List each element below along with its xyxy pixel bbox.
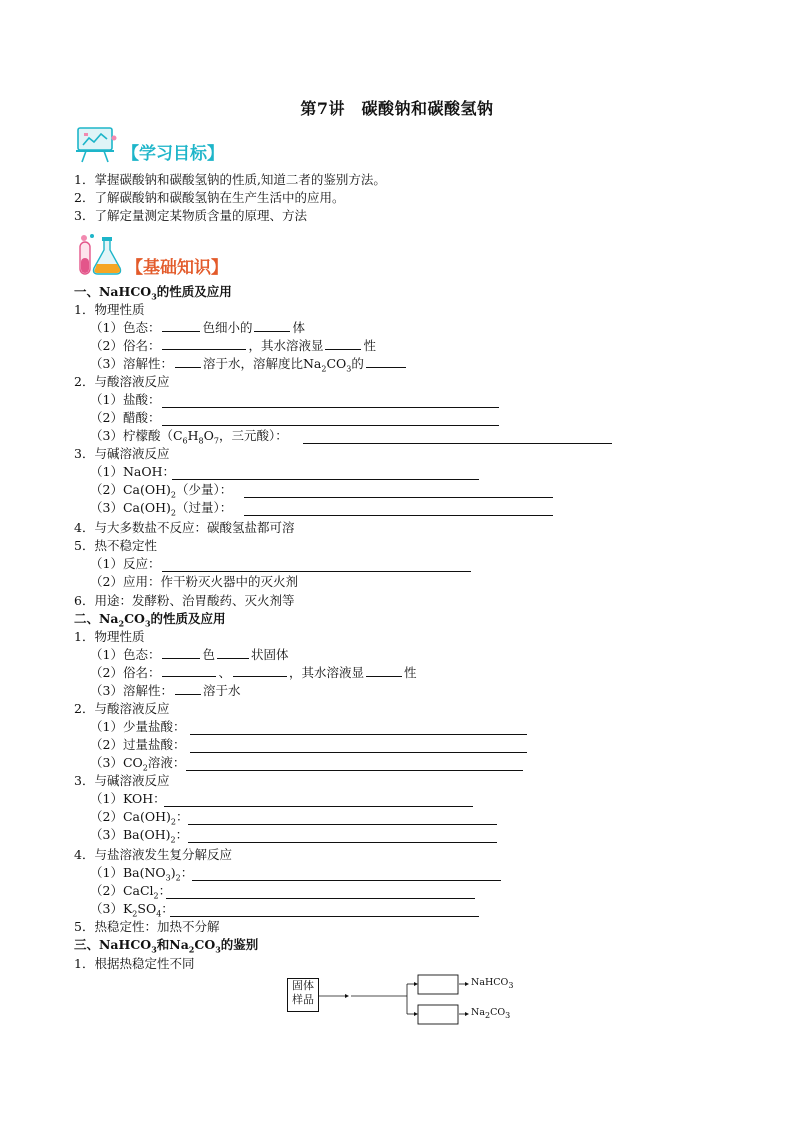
part1-caoh-few: $(2)Ca(OH)_2$（少量）： bbox=[90, 482, 233, 500]
part2-salt: 4．与盐溶液发生复分解反应 bbox=[74, 847, 232, 862]
answer-line[interactable] bbox=[162, 406, 499, 408]
part1-heat: 5．热不稳定性 bbox=[74, 538, 157, 553]
part1-naoh: （1）NaOH： bbox=[90, 464, 175, 479]
basic-section-header bbox=[74, 232, 374, 280]
answer-line[interactable] bbox=[188, 823, 497, 825]
part1-caoh-excess: $(3)Ca(OH)_2$（过量）： bbox=[90, 500, 233, 518]
identification-flow-diagram bbox=[287, 974, 527, 1030]
na2co3-label: $Na_2CO_3$ bbox=[471, 1007, 511, 1020]
part2-caoh: $(2)Ca(OH)_2$： bbox=[90, 809, 189, 827]
part1-application: （2）应用：作干粉灭火器中的灭火剂 bbox=[90, 574, 298, 589]
part1-solubility: （3）溶解性： 溶于水，溶解度比$Na_2CO_3$的 bbox=[90, 355, 408, 378]
part2-co2: $(3)CO_2$溶液： bbox=[90, 755, 186, 773]
part1-heading: 一、NaHCO$_3$的性质及应用 bbox=[74, 284, 232, 302]
answer-line[interactable] bbox=[244, 514, 553, 516]
part2-hcl-excess: （2）过量盐酸： bbox=[90, 737, 186, 752]
page-title: 第7讲 碳酸钠和碳酸氢钠 bbox=[300, 99, 494, 118]
part1-base: 3．与碱溶液反应 bbox=[74, 446, 170, 461]
answer-line[interactable] bbox=[303, 442, 612, 444]
part2-koh: （1）KOH： bbox=[90, 791, 166, 806]
basic-header-label: 【基础知识】 bbox=[126, 258, 228, 278]
part1-acid: 2．与酸溶液反应 bbox=[74, 374, 170, 389]
part2-acid: 2．与酸溶液反应 bbox=[74, 701, 170, 716]
part1-reaction: （1）反应： bbox=[90, 556, 161, 571]
box-label-line2: 样品 bbox=[292, 993, 314, 1006]
goal-item: 3．了解定量测定某物质含量的原理、方法 bbox=[74, 208, 307, 223]
flask-icon bbox=[74, 232, 124, 278]
part3-heading: 三、NaHCO$_3$和$Na_2CO_3$的鉴别 bbox=[74, 937, 259, 955]
answer-line[interactable] bbox=[162, 424, 499, 426]
answer-line[interactable] bbox=[186, 769, 523, 771]
part2-k2so4: $(3)K_2SO_4$： bbox=[90, 901, 174, 919]
presentation-board-icon bbox=[74, 124, 118, 164]
part1-hcl: （1）盐酸： bbox=[90, 392, 161, 407]
part1-salt: 4．与大多数盐不反应：碳酸氢盐都可溶 bbox=[74, 520, 295, 535]
answer-line[interactable] bbox=[164, 805, 473, 807]
part3-thermal: 1．根据热稳定性不同 bbox=[74, 956, 195, 971]
goals-header-label: 【学习目标】 bbox=[122, 144, 224, 164]
part1-color-state: （1）色态： 色细小的 体 bbox=[90, 320, 305, 335]
answer-line[interactable] bbox=[172, 478, 479, 480]
goals-section-header bbox=[74, 124, 374, 168]
part1-acetic: （2）醋酸： bbox=[90, 410, 161, 425]
part2-solubility: （3）溶解性： 溶于水 bbox=[90, 683, 241, 698]
box-label-line1: 固体 bbox=[292, 979, 314, 992]
part1-common-name: （2）俗名： ，其水溶液显 性 bbox=[90, 338, 376, 353]
nahco3-label: NaHCO$_3$ bbox=[471, 977, 514, 990]
part1-physical: 1．物理性质 bbox=[74, 302, 145, 317]
part2-baoh: $(3)Ba(OH)_2$： bbox=[90, 827, 189, 845]
part2-bano3: $(1)Ba(NO_3)_2$： bbox=[90, 865, 194, 883]
answer-line[interactable] bbox=[188, 841, 497, 843]
answer-line[interactable] bbox=[170, 915, 479, 917]
part2-physical: 1．物理性质 bbox=[74, 629, 145, 644]
part2-common-name: （2）俗名： 、 ，其水溶液显 性 bbox=[90, 665, 417, 680]
answer-line[interactable] bbox=[162, 570, 471, 572]
part1-uses: 6．用途：发酵粉、治胃酸药、灭火剂等 bbox=[74, 593, 295, 608]
answer-line[interactable] bbox=[166, 897, 475, 899]
part1-citric: （3）柠檬酸（$C_6H_8O_7$，三元酸）： bbox=[90, 428, 288, 446]
part2-heading: 二、$Na_2CO_3$的性质及应用 bbox=[74, 611, 226, 629]
goal-item: 2．了解碳酸钠和碳酸氢钠在生产生活中的应用。 bbox=[74, 190, 345, 205]
part2-heat: 5．热稳定性：加热不分解 bbox=[74, 919, 220, 934]
answer-line[interactable] bbox=[244, 496, 553, 498]
goal-item: 1．掌握碳酸钠和碳酸氢钠的性质,知道二者的鉴别方法。 bbox=[74, 172, 386, 187]
part2-cacl2: （2）CaCl$_2$： bbox=[90, 883, 172, 901]
part2-color-state: （1）色态： 色 状固体 bbox=[90, 647, 289, 662]
part2-base: 3．与碱溶液反应 bbox=[74, 773, 170, 788]
answer-line[interactable] bbox=[190, 733, 527, 735]
answer-line[interactable] bbox=[192, 879, 501, 881]
part2-hcl-few: （1）少量盐酸： bbox=[90, 719, 186, 734]
answer-line[interactable] bbox=[190, 751, 527, 753]
